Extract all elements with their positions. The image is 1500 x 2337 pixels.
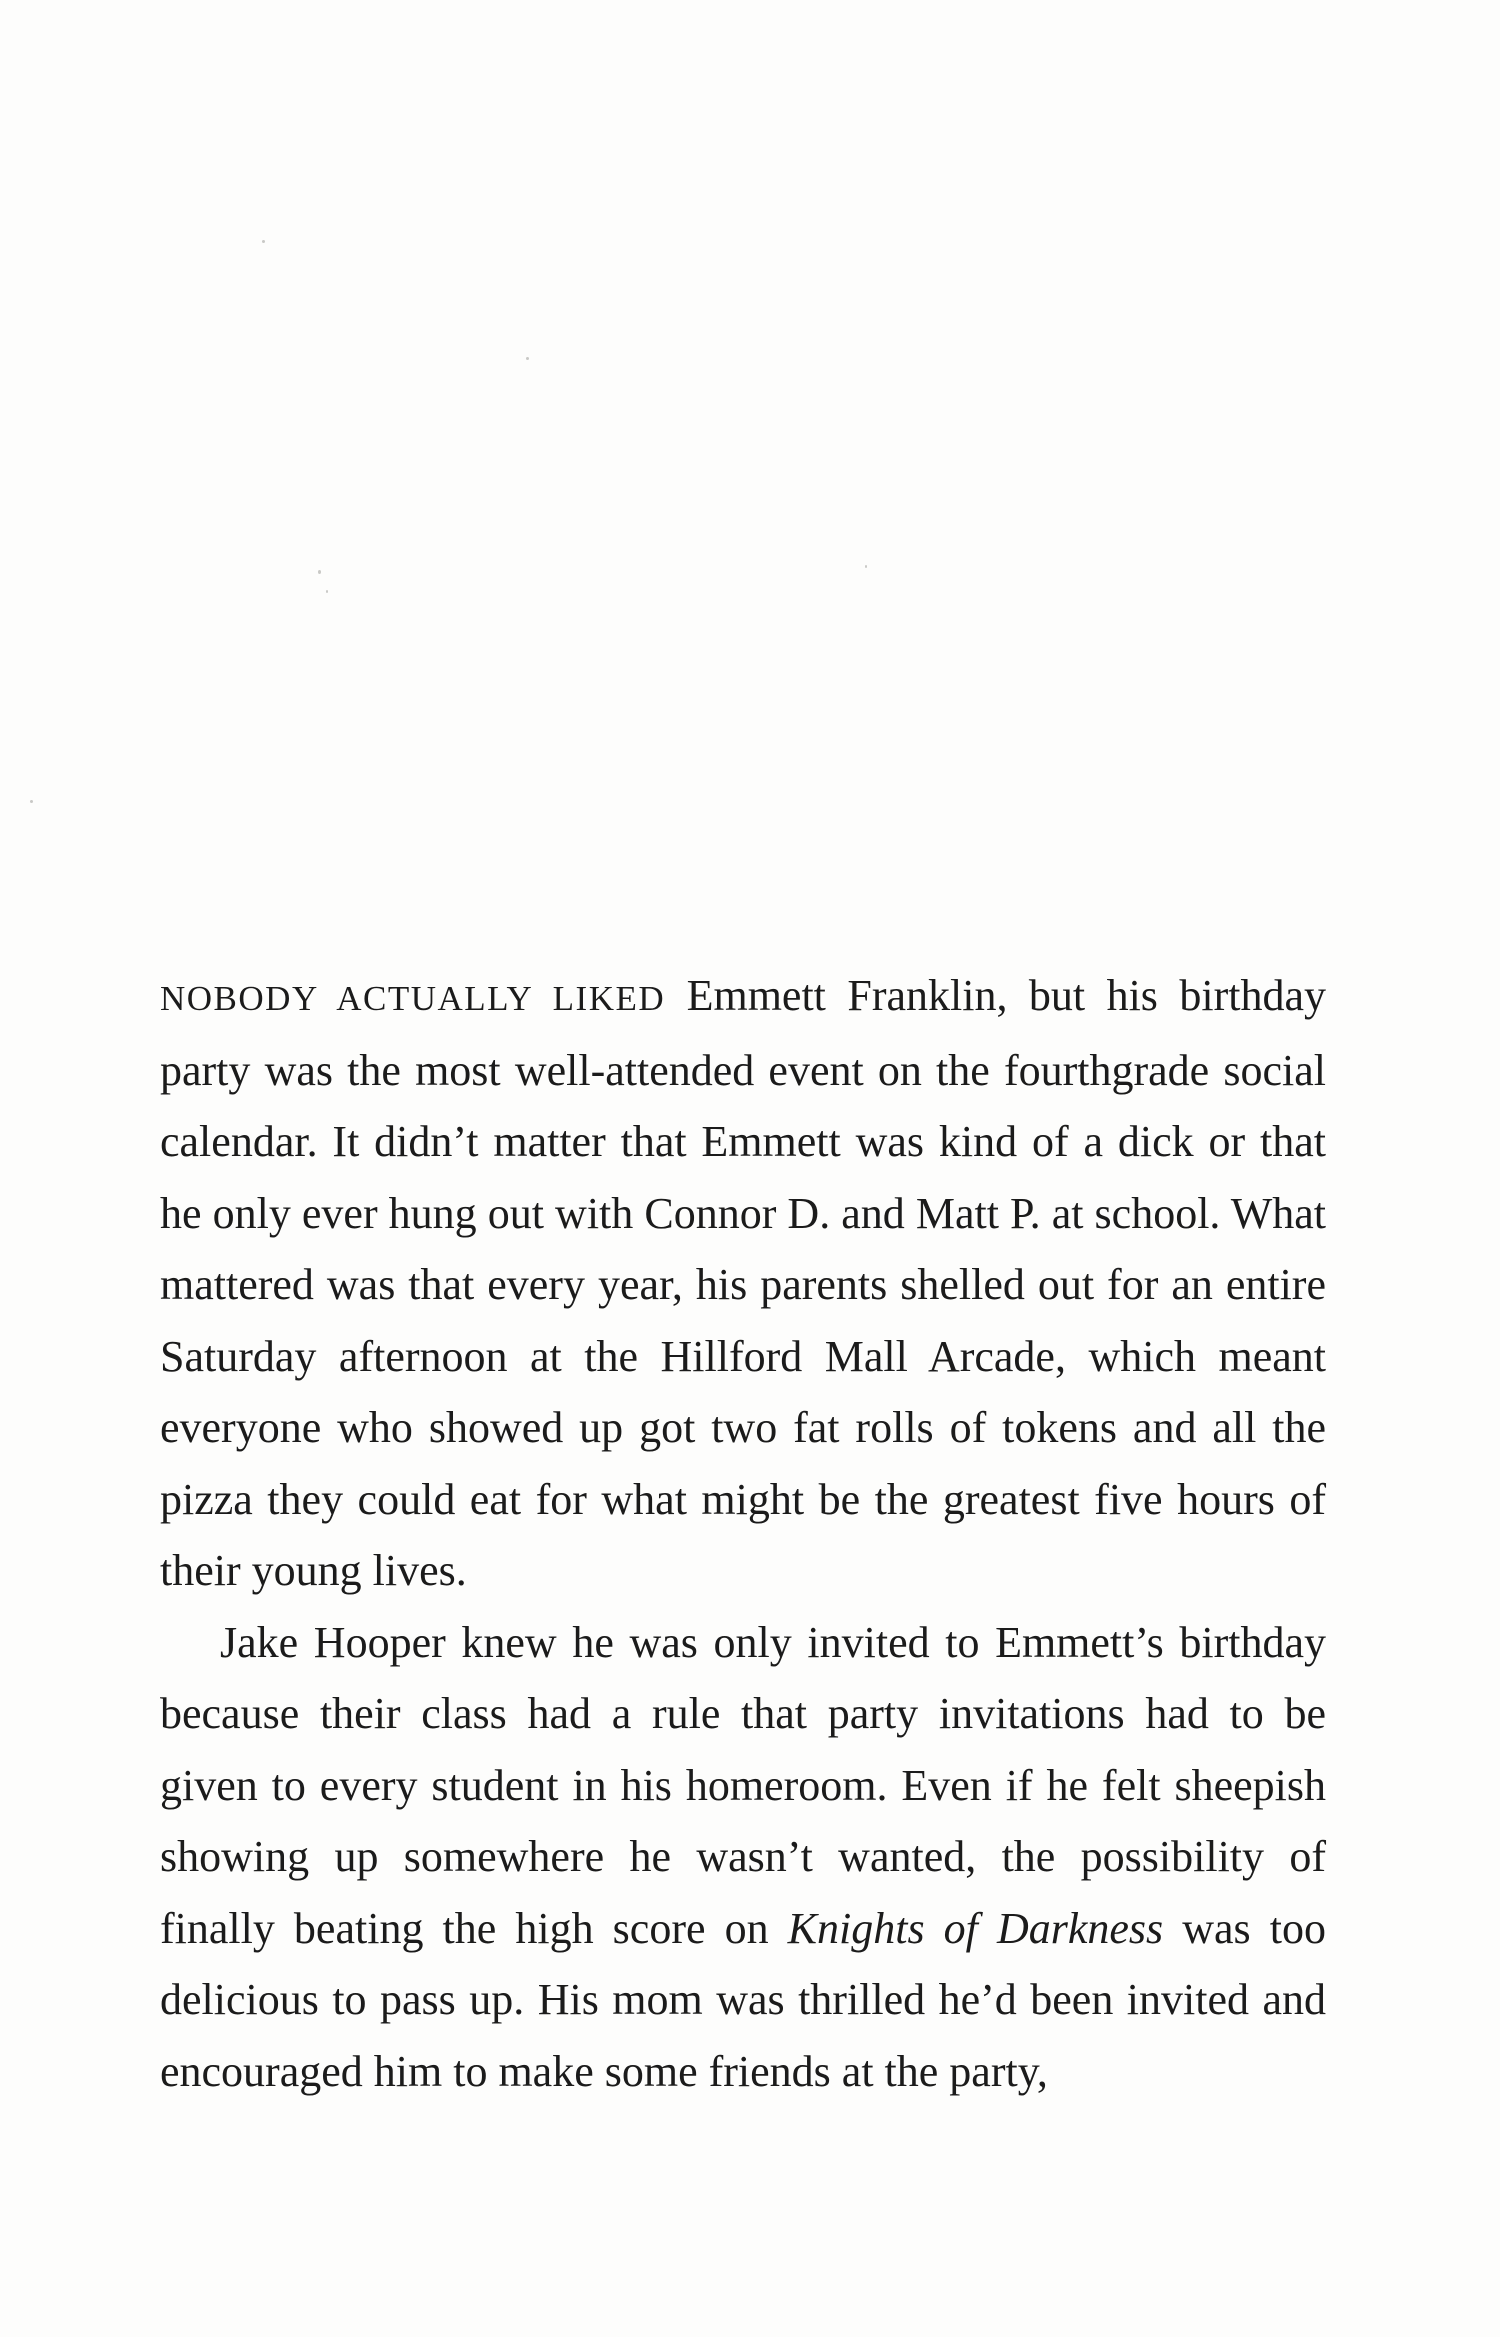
paragraph-2 (160, 1607, 1326, 2108)
paper-speck (30, 800, 33, 803)
paper-speck (318, 570, 321, 574)
paper-speck (326, 590, 328, 593)
paper-speck (526, 357, 529, 360)
paragraph-2-text-end: was too delicious to pass up. His mom was thrilled he’d been invited and encouraged him to make some friends at the party, (160, 1903, 1326, 2096)
chapter-lead-in: NOBODY ACTUALLY LIKED (160, 979, 666, 1018)
paper-speck (262, 240, 265, 243)
game-title: Knights of Darkness (787, 1903, 1164, 1953)
paragraph-1 (160, 960, 1326, 1607)
paper-speck (865, 565, 867, 568)
paragraph-1-text: Emmett Franklin, but his birthday party was the most well-attended event on the fourthgrade social calendar. It didn’t matter that Emmett was kind of a dick or that he only ever hung out with Connor D. and Matt P. at school. What mattered was that every year, his parents shelled out for an entire Saturday afternoon at the Hillford Mall Arcade, which meant everyone who showed up got two fat rolls of tokens and all the pizza they could eat for what might be the greatest five hours of their young lives. (160, 971, 1327, 1595)
paragraph-2-text-start: Jake Hooper knew he was only invited to Emmett’s birthday because their class had a rule that party invitations had to be given to every student in his homeroom. Even if he felt sheepish showing up somewhere he wasn’t wanted, the possibility of finally beating the high score on (160, 1617, 1326, 1953)
body-text (160, 960, 1326, 2107)
